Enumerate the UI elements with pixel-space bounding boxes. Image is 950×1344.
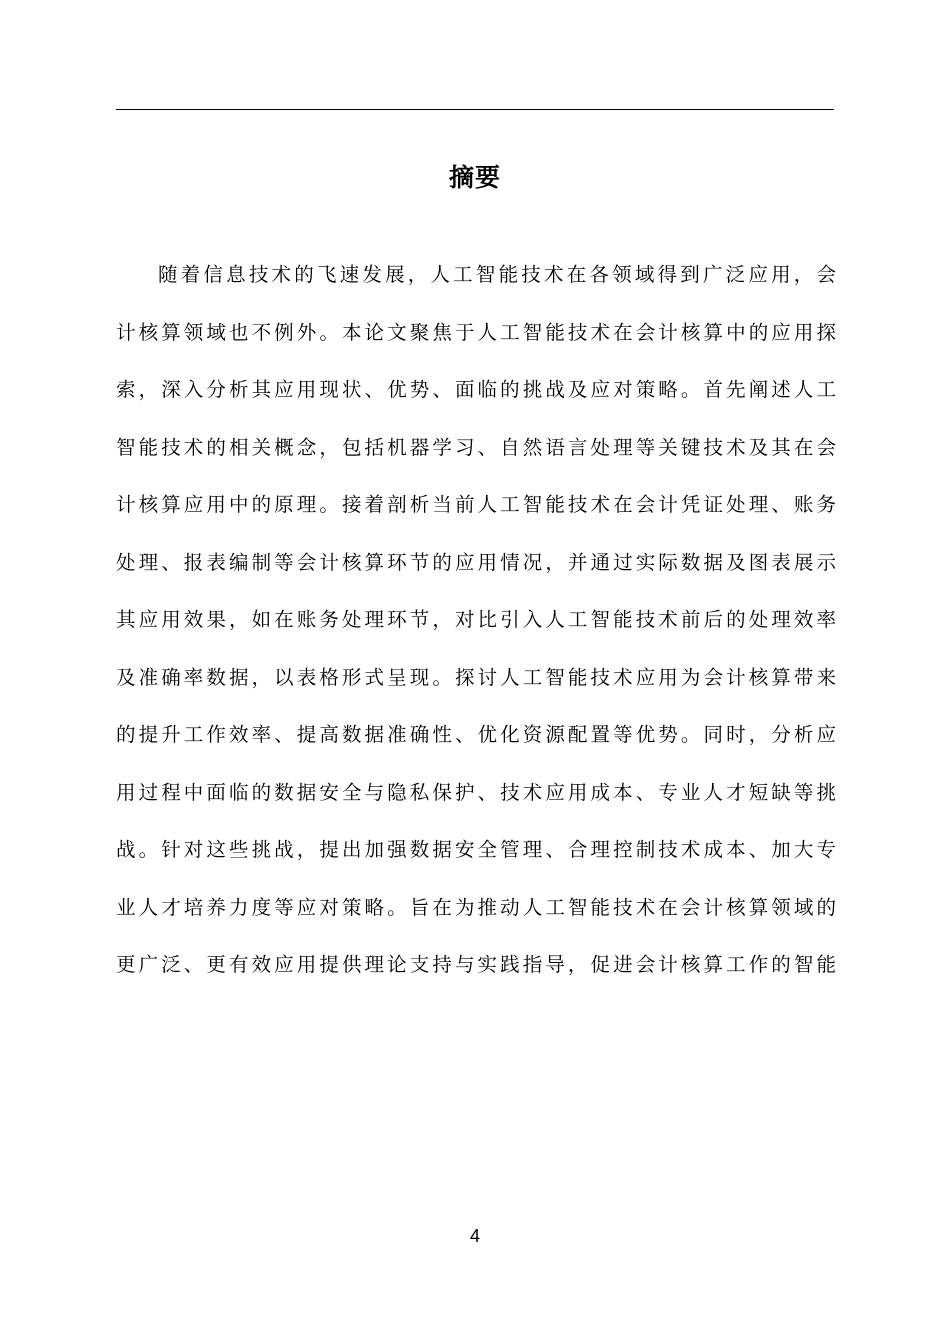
abstract-line: 索，深入分析其应用现状、优势、面临的挑战及应对策略。首先阐述人工 <box>116 378 836 401</box>
abstract-title: 摘要 <box>448 163 501 192</box>
abstract-body <box>116 251 836 999</box>
abstract-line: 随着信息技术的飞速发展，人工智能技术在各领域得到广泛应用，会 <box>158 263 836 286</box>
abstract-line: 用过程中面临的数据安全与隐私保护、技术应用成本、专业人才短缺等挑 <box>116 780 836 804</box>
header-rule <box>116 109 834 110</box>
abstract-line: 处理、报表编制等会计核算环节的应用情况，并通过实际数据及图表展示 <box>116 550 836 574</box>
abstract-line: 业人才培养力度等应对策略。旨在为推动人工智能技术在会计核算领域的 <box>116 895 836 919</box>
abstract-line: 及准确率数据，以表格形式呈现。探讨人工智能技术应用为会计核算带来 <box>116 665 836 689</box>
abstract-line: 其应用效果，如在账务处理环节，对比引入人工智能技术前后的处理效率 <box>116 608 836 631</box>
abstract-line: 计核算应用中的原理。接着剖析当前人工智能技术在会计凭证处理、账务 <box>116 493 836 516</box>
abstract-line: 战。针对这些挑战，提出加强数据安全管理、合理控制技术成本、加大专 <box>116 838 836 861</box>
page-number: 4 <box>469 1226 480 1246</box>
abstract-line: 的提升工作效率、提高数据准确性、优化资源配置等优势。同时，分析应 <box>116 723 836 746</box>
abstract-line: 计核算领域也不例外。本论文聚焦于人工智能技术在会计核算中的应用探 <box>116 320 836 344</box>
abstract-line: 更广泛、更有效应用提供理论支持与实践指导，促进会计核算工作的智能 <box>116 953 836 976</box>
abstract-line: 智能技术的相关概念，包括机器学习、自然语言处理等关键技术及其在会 <box>116 435 836 459</box>
